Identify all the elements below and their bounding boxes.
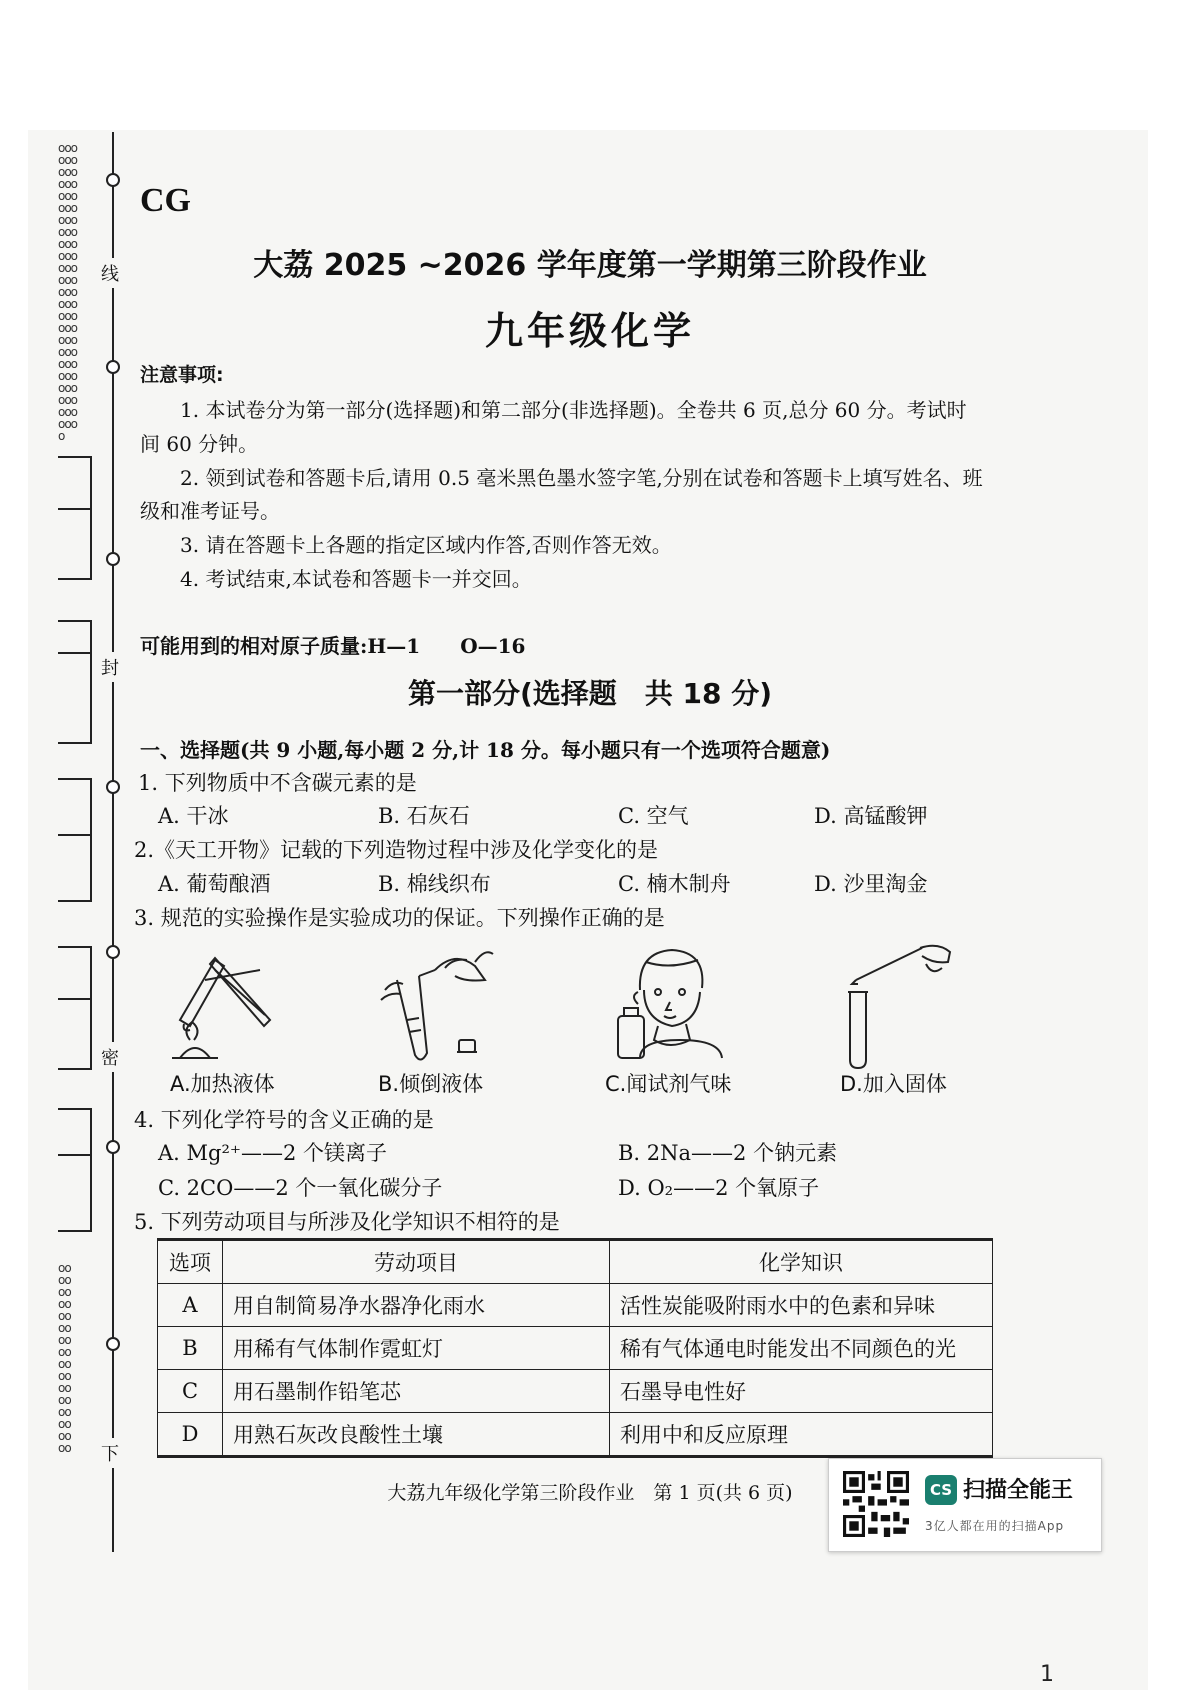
notice-heading: 注意事项: bbox=[140, 364, 224, 386]
exam-subject: 九年级化学 bbox=[484, 309, 695, 353]
table-header-row bbox=[158, 1240, 993, 1284]
heating-liquid-illustration bbox=[160, 940, 310, 1070]
question-2-option-b: B. 棉线织布 bbox=[378, 872, 491, 896]
question-1-stem: 1. 下列物质中不含碳元素的是 bbox=[138, 771, 417, 795]
table-cell: 用熟石灰改良酸性土壤 bbox=[223, 1413, 610, 1457]
question-4-option-a: A. Mg²⁺——2 个镁离子 bbox=[158, 1141, 388, 1165]
question-1-option-b: B. 石灰石 bbox=[378, 804, 470, 828]
binding-dot bbox=[106, 552, 120, 566]
page-number: 1 bbox=[1040, 1662, 1054, 1687]
labor-knowledge-table bbox=[157, 1238, 993, 1458]
binding-rings-top: ooooooooooooooooooooooooooooooooooooooooooooooooooooooooooooooooooooooooo bbox=[58, 141, 78, 443]
table-row bbox=[158, 1327, 993, 1370]
scanner-watermark[interactable] bbox=[828, 1458, 1102, 1552]
qr-code-icon bbox=[843, 1471, 909, 1537]
question-2-stem: 2.《天工开物》记载的下列造物过程中涉及化学变化的是 bbox=[134, 838, 659, 862]
seal-label-seal: 封 bbox=[101, 652, 119, 682]
seal-label-line: 线 bbox=[101, 258, 119, 288]
question-4-option-b: B. 2Na——2 个钠元素 bbox=[618, 1141, 838, 1165]
table-header-knowledge: 化学知识 bbox=[610, 1240, 993, 1284]
question-1-option-d: D. 高锰酸钾 bbox=[814, 804, 928, 828]
seal-label-down: 下 bbox=[101, 1438, 119, 1468]
table-row bbox=[158, 1370, 993, 1413]
binding-dot bbox=[106, 1140, 120, 1154]
scanner-app-name: 扫描全能王 bbox=[963, 1478, 1074, 1503]
table-header-labor: 劳动项目 bbox=[223, 1240, 610, 1284]
notice-item: 间 60 分钟。 bbox=[140, 432, 259, 456]
table-cell: 利用中和反应原理 bbox=[610, 1413, 993, 1457]
question-2-option-d: D. 沙里淘金 bbox=[814, 872, 928, 896]
binding-dot bbox=[106, 360, 120, 374]
table-cell: 活性炭能吸附雨水中的色素和异味 bbox=[610, 1284, 993, 1327]
question-3-option-c: C.闻试剂气味 bbox=[605, 1072, 732, 1096]
smelling-reagent-illustration bbox=[610, 940, 760, 1070]
info-box bbox=[58, 946, 92, 1070]
notice-item: 1. 本试卷分为第一部分(选择题)和第二部分(非选择题)。全卷共 6 页,总分 60 分。考试时 bbox=[180, 398, 967, 422]
binding-dot bbox=[106, 945, 120, 959]
notice-item: 4. 考试结束,本试卷和答题卡一并交回。 bbox=[180, 567, 532, 591]
seal-label-secret: 密 bbox=[101, 1042, 119, 1072]
paper-code: CG bbox=[140, 182, 191, 219]
binding-rings-bottom: oooooooooooooooooooooooooooooooo bbox=[58, 1261, 71, 1455]
table-cell: 用自制简易净水器净化雨水 bbox=[223, 1284, 610, 1327]
table-cell: 石墨导电性好 bbox=[610, 1370, 993, 1413]
scanner-tagline: 3亿人都在用的扫描App bbox=[925, 1519, 1065, 1533]
part1-title: 第一部分(选择题 共 18 分) bbox=[407, 677, 773, 710]
table-cell: 用稀有气体制作霓虹灯 bbox=[223, 1327, 610, 1370]
table-cell: 用石墨制作铅笔芯 bbox=[223, 1370, 610, 1413]
notice-item: 级和准考证号。 bbox=[140, 499, 280, 523]
table-cell: D bbox=[158, 1413, 223, 1457]
part1-instruction: 一、选择题(共 9 小题,每小题 2 分,计 18 分。每小题只有一个选项符合题意) bbox=[140, 738, 831, 762]
table-cell: 稀有气体通电时能发出不同颜色的光 bbox=[610, 1327, 993, 1370]
exam-title: 大荔 2025 ~2026 学年度第一学期第三阶段作业 bbox=[253, 248, 927, 283]
question-5-stem: 5. 下列劳动项目与所涉及化学知识不相符的是 bbox=[134, 1210, 560, 1234]
question-4-option-c: C. 2CO——2 个一氧化碳分子 bbox=[158, 1176, 443, 1200]
question-3-option-d: D.加入固体 bbox=[840, 1072, 947, 1096]
pouring-liquid-illustration bbox=[375, 940, 525, 1070]
binding-dot bbox=[106, 173, 120, 187]
question-3-option-b: B.倾倒液体 bbox=[378, 1072, 484, 1096]
question-2-option-a: A. 葡萄酿酒 bbox=[158, 872, 271, 896]
binding-dot bbox=[106, 1337, 120, 1351]
question-2-option-c: C. 楠木制舟 bbox=[618, 872, 731, 896]
info-box bbox=[58, 456, 92, 580]
adding-solid-illustration bbox=[830, 940, 980, 1070]
notice-item: 2. 领到试卷和答题卡后,请用 0.5 毫米黑色墨水签字笔,分别在试卷和答题卡上填写姓名、班 bbox=[180, 466, 983, 490]
question-3-option-a: A.加热液体 bbox=[170, 1072, 275, 1096]
table-row bbox=[158, 1413, 993, 1457]
question-4-stem: 4. 下列化学符号的含义正确的是 bbox=[134, 1108, 434, 1132]
question-4-option-d: D. O₂——2 个氧原子 bbox=[618, 1176, 820, 1200]
atomic-mass-note: 可能用到的相对原子质量:H—1 O—16 bbox=[140, 634, 526, 658]
table-cell: B bbox=[158, 1327, 223, 1370]
question-3-stem: 3. 规范的实验操作是实验成功的保证。下列操作正确的是 bbox=[134, 906, 665, 930]
info-box bbox=[58, 778, 92, 902]
page-footer: 大荔九年级化学第三阶段作业 第 1 页(共 6 页) bbox=[387, 1482, 793, 1504]
notice-item: 3. 请在答题卡上各题的指定区域内作答,否则作答无效。 bbox=[180, 533, 672, 557]
table-row bbox=[158, 1284, 993, 1327]
info-box bbox=[58, 1108, 92, 1232]
question-1-option-c: C. 空气 bbox=[618, 804, 689, 828]
table-cell: A bbox=[158, 1284, 223, 1327]
table-header-option: 选项 bbox=[158, 1240, 223, 1284]
camscanner-logo-icon: CS bbox=[925, 1475, 957, 1505]
question-1-option-a: A. 干冰 bbox=[158, 804, 229, 828]
table-cell: C bbox=[158, 1370, 223, 1413]
binding-dot bbox=[106, 780, 120, 794]
